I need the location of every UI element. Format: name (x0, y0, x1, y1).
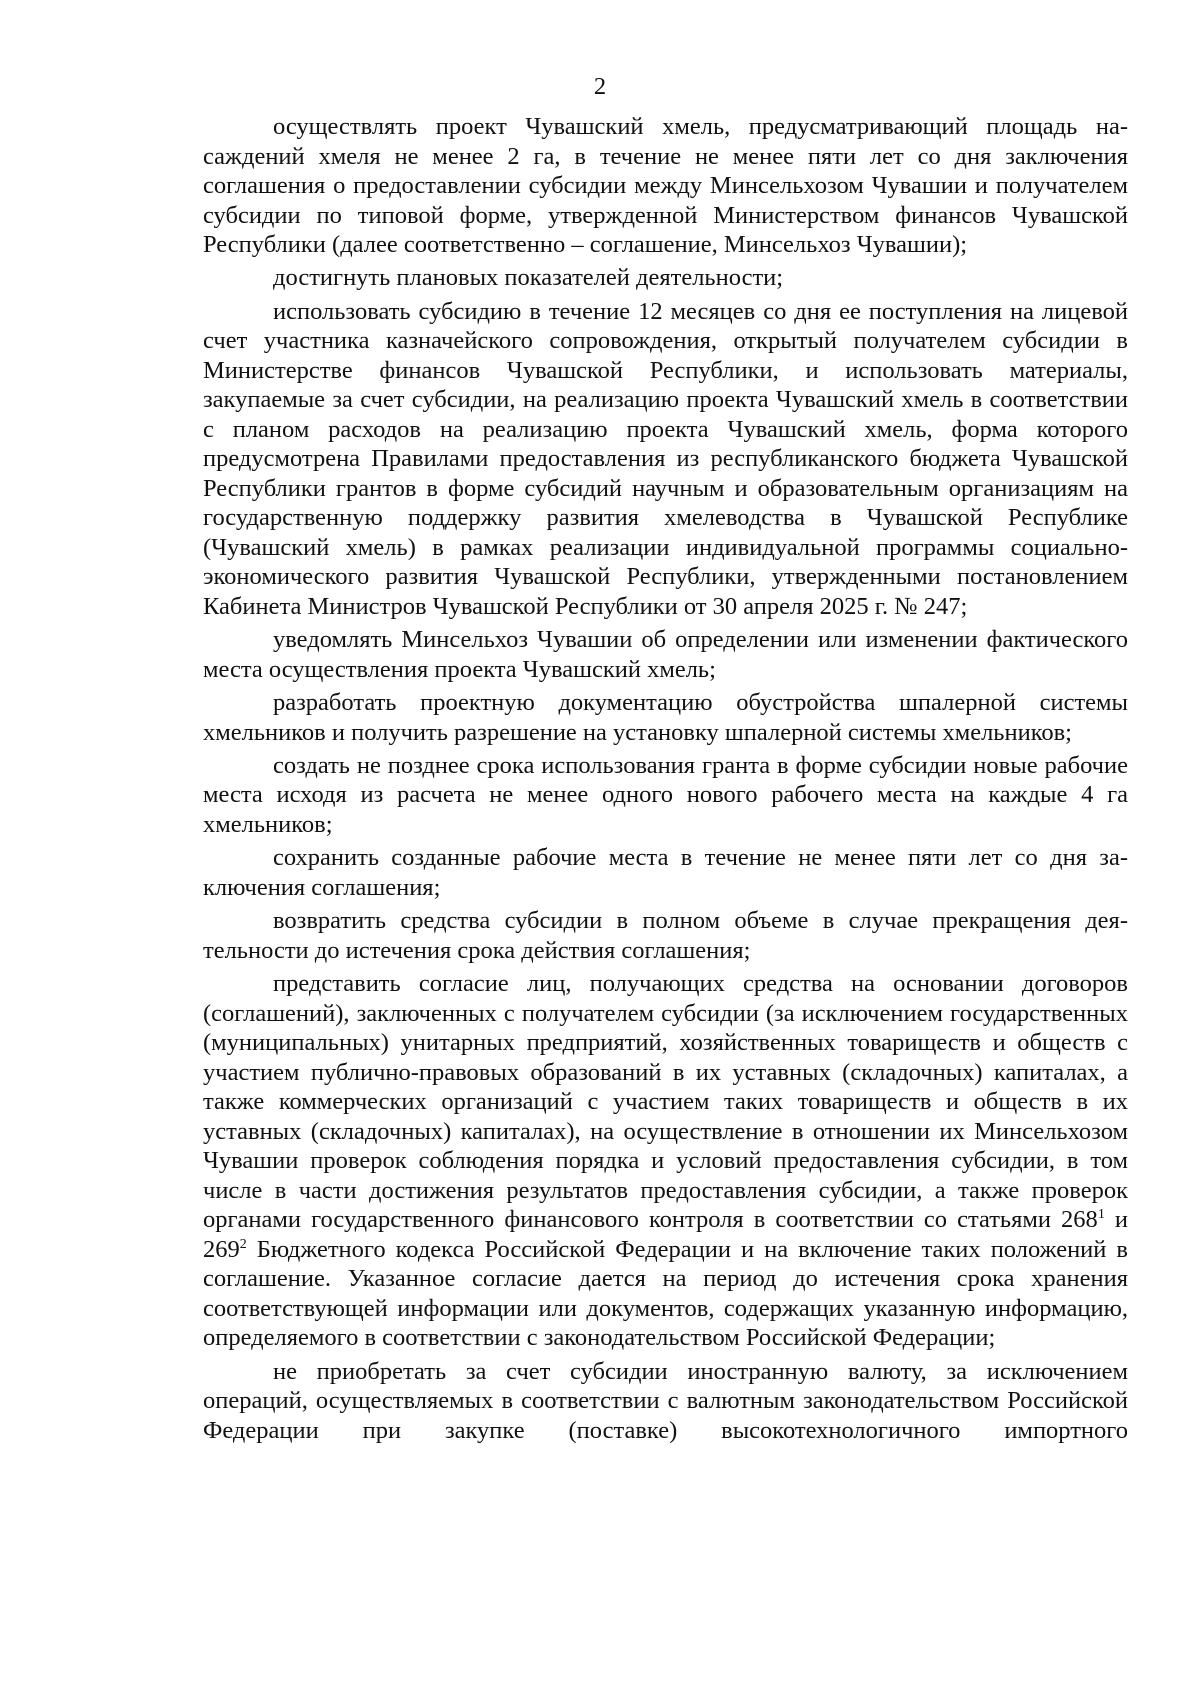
consent-text-part-1: представить согласие лиц, получающих средства на основании договоров (соглашений), заключенных с получателем субсидии (за исключением государственных (муниципальных) унитарных предприятий, хозяйственных товариществ и обществ с участием публично-правовых образований в их уставных (складочных) капиталах, а также коммерческих организаций с участием таких товариществ и обществ в их уставных (складочных) капиталах), на осуществление в отношении их Минсельхозом Чувашии проверок соблюдения порядка и условий предоставления субсидии, в том числе в части достижения результатов предоставления субсидии, а также проверок органами государственного финансового контроля в соответствии со статьями 268 (203, 970, 1128, 1234)
footnote-superscript-1: 1 (1097, 1206, 1105, 1222)
consent-text-part-2: и 269 (203, 1206, 1128, 1263)
page-number: 2 (593, 73, 607, 100)
paragraph-notify-location: уведомлять Минсельхоз Чувашии об определении или изменении фактического места осуществления проекта Чувашский хмель; (203, 626, 1128, 683)
paragraph-consent (203, 969, 1128, 1353)
paragraph-foreign-currency: не приобретать за счет субсидии иностранную валюту, за исключением операций, осуществляемых в соответствии с валютным законодательством Российской Федерации при закупке (поставке) высокотехнологичного импортного (203, 1357, 1128, 1444)
paragraph-keep-jobs: сохранить созданные рабочие места в течение не менее пяти лет со дня заключения соглашения; (203, 844, 1128, 901)
paragraph-subsidy-usage: использовать субсидию в течение 12 месяцев со дня ее поступления на лицевой счет участника казначейского сопровождения, открытый получателем субсидии в Министерстве финансов Чувашской Республики, и использовать материалы, закупаемые за счет субсидии, на реализацию проекта Чувашский хмель в соответствии с планом расходов на реализацию проекта Чувашский хмель, форма которого предусмотрена Правилами предоставления из республиканского бюджета Чувашской Республики грантов в форме субсидий научным и образовательным организациям на государственную поддержку развития хмелеводства в Чувашской Республике (Чувашский хмель) в рамках реализации индивидуальной программы социально-экономического развития Чувашской Республики, утвержденными постановлением Кабинета Министров Чувашской Республики от 30 апреля 2025 г. № 247; (203, 297, 1128, 620)
paragraph-project-obligation: осуществлять проект Чувашский хмель, предусматривающий площадь насаждений хмеля не менее 2 га, в течение не менее пяти лет со дня заключения соглашения о предоставлении субсидии между Минсельхозом Чувашии и получателем субсидии по типовой форме, утвержденной Министерством финансов Чувашской Республики (далее соответственно – соглашение, Минсельхоз Чувашии); (203, 113, 1128, 258)
consent-text-part-3: Бюджетного кодекса Российской Федерации и на включение таких положений в соглашение. Указанное согласие дается на период до истечения срока хранения соответствующей информации или документов, содержащих указанную информацию, определяемого в соответствии с законодательством Российской Федерации; (203, 1235, 1128, 1352)
footnote-superscript-2: 2 (239, 1236, 247, 1252)
paragraph-return-funds: возвратить средства субсидии в полном объеме в случае прекращения деятельности до истечения срока действия соглашения; (203, 907, 1128, 964)
paragraph-create-jobs: создать не позднее срока использования гранта в форме субсидии новые рабочие места исходя из расчета не менее одного нового рабочего места на каждые 4 га хмельников; (203, 751, 1128, 838)
paragraph-plan-indicators: достигнуть плановых показателей деятельности; (273, 264, 784, 292)
paragraph-design-documentation: разработать проектную документацию обустройства шпалерной системы хмельников и получить разрешение на установку шпалерной системы хмельников; (203, 689, 1128, 746)
document-body (203, 112, 1128, 1449)
